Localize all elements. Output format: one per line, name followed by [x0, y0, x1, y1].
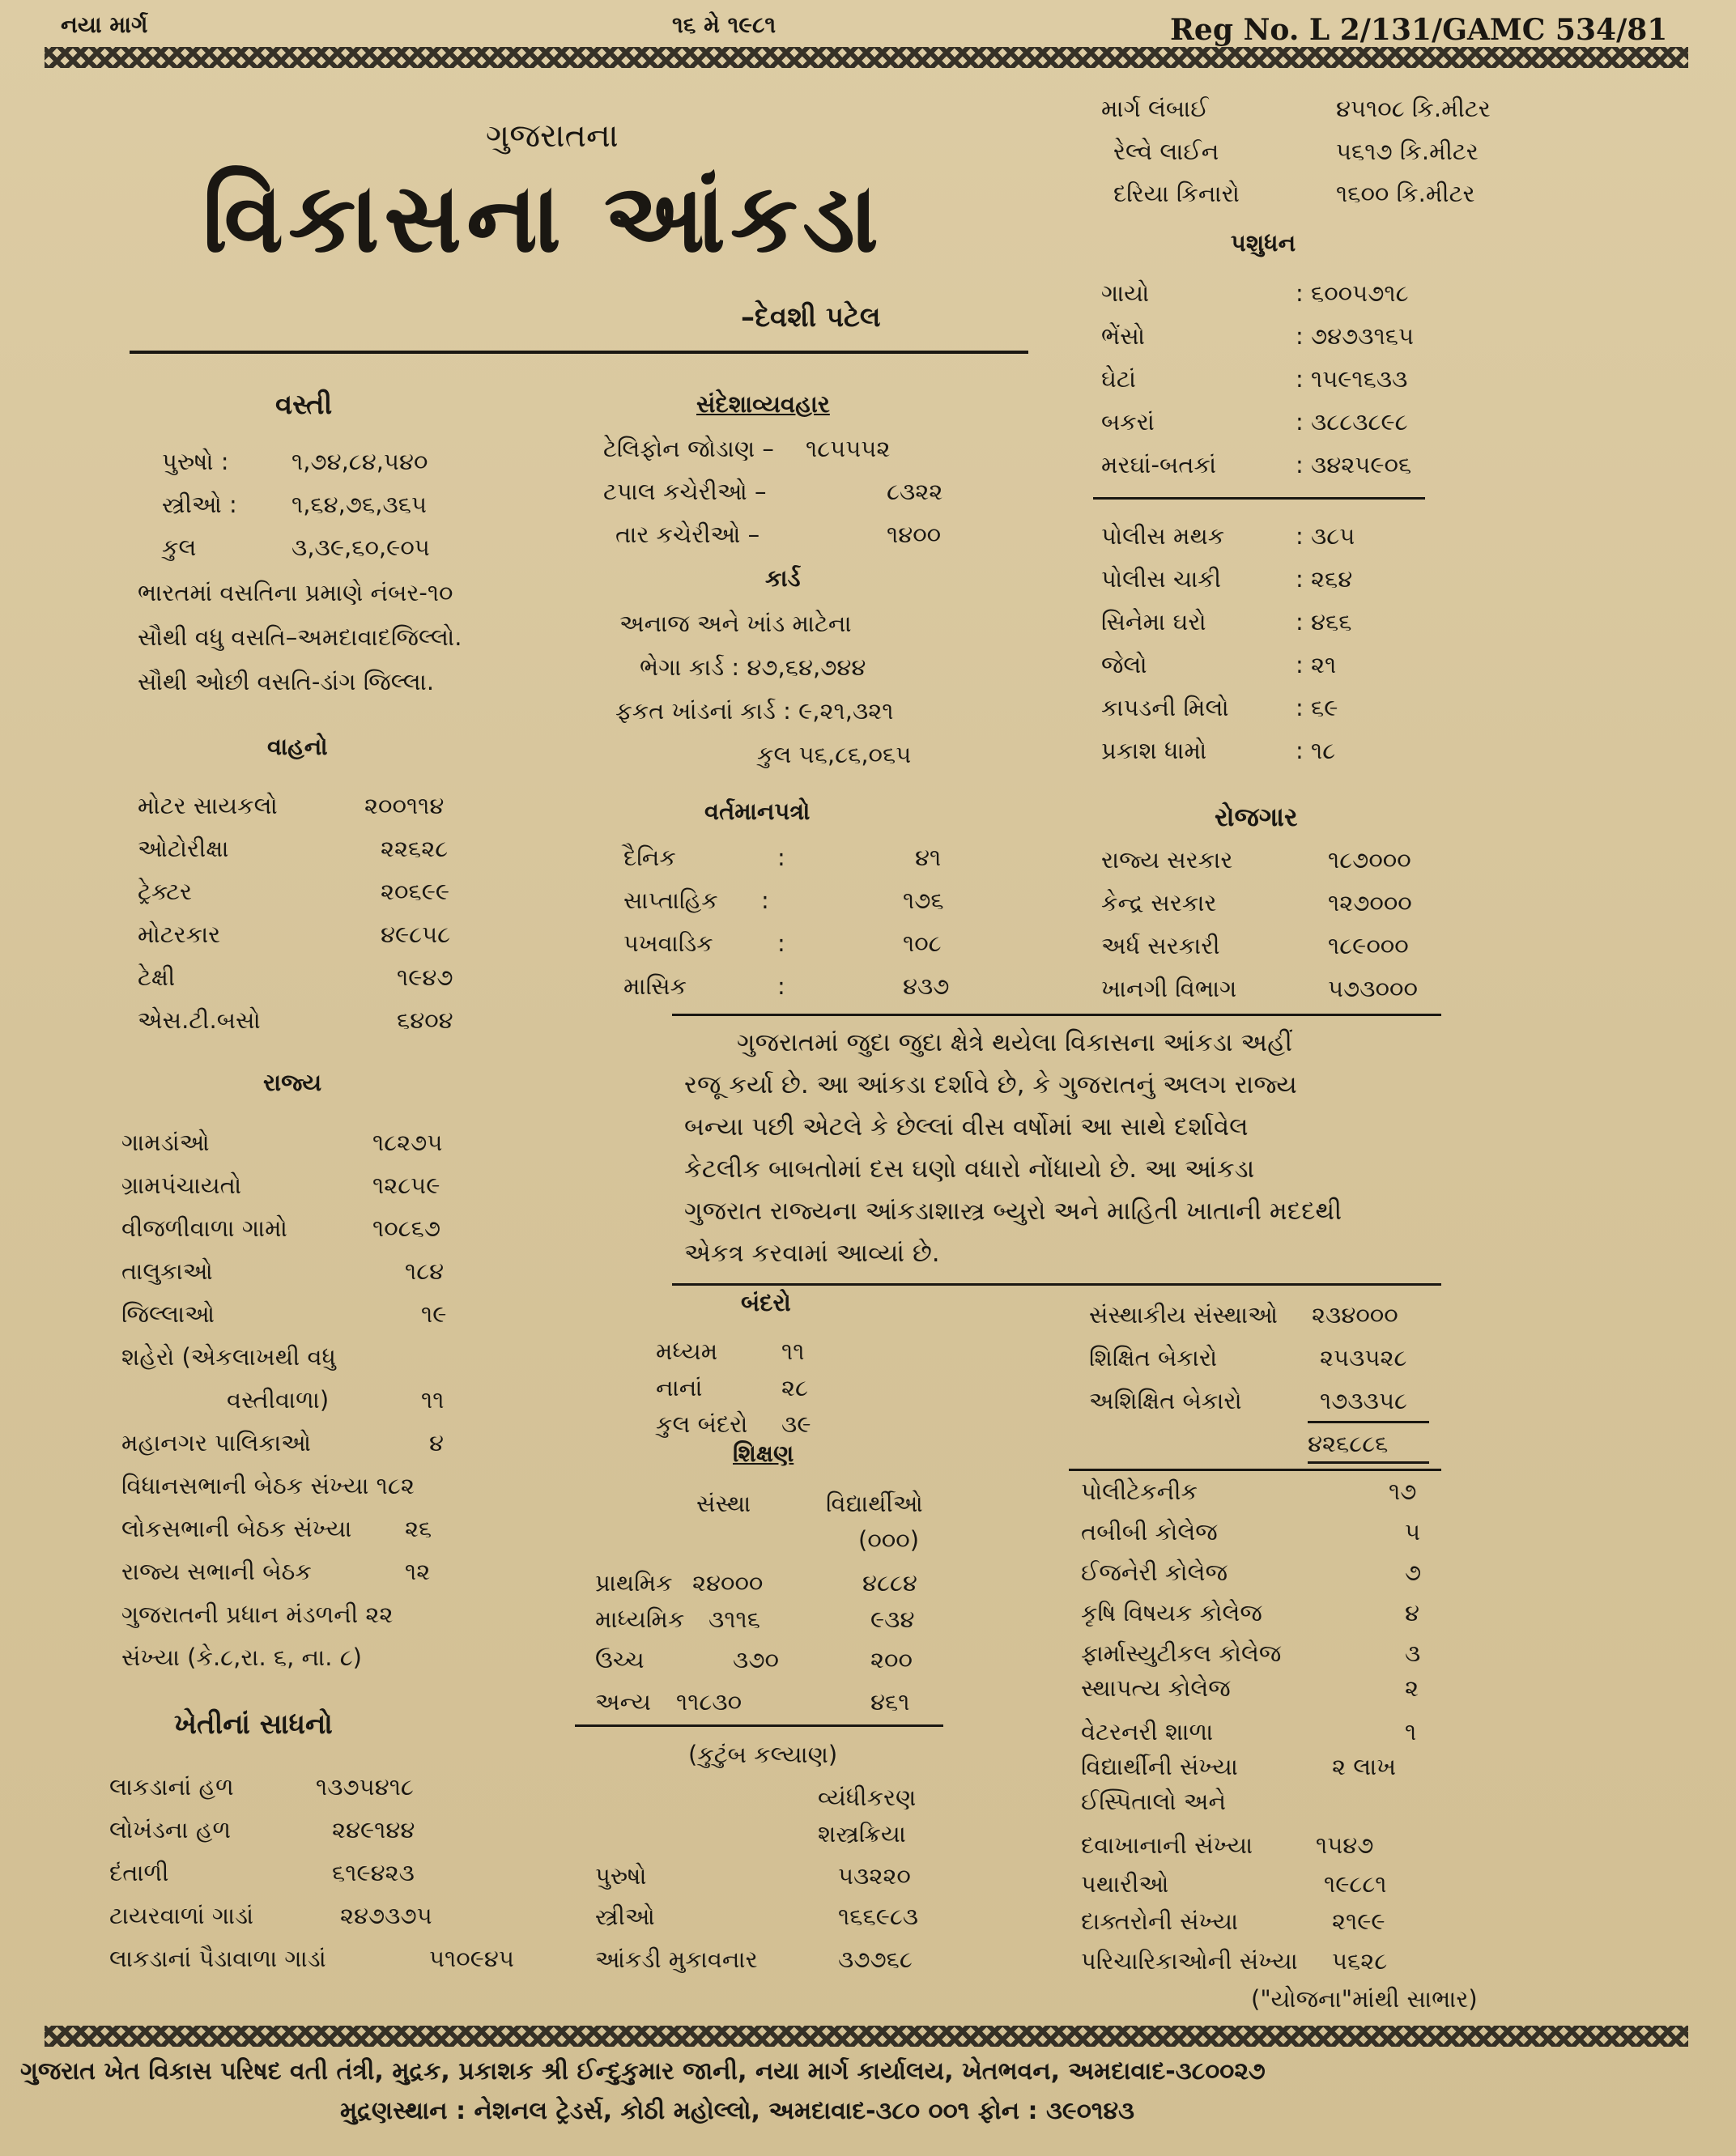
- state-title: રાજ્ય: [263, 1069, 322, 1096]
- intro-bottom-rule: [672, 1283, 1441, 1286]
- vehicles-title: વાહનો: [267, 733, 328, 760]
- cards-title: કાર્ડ: [765, 564, 801, 592]
- population-note: સૌથી ઓછી વસતિ-ડાંગ જિલ્લા.: [138, 668, 435, 695]
- issue-date: ૧૬ મે ૧૯૮૧: [672, 11, 777, 38]
- family-col-sterilization: વ્યંધીકરણ: [818, 1784, 917, 1811]
- intro-line: રજૂ કર્યા છે. આ આંકડા દર્શાવે છે, કે ગુજરાતનું અલગ રાજ્ય: [684, 1070, 1297, 1099]
- source-credit: ("યોજના"માંથી સાભાર): [1251, 1985, 1478, 2013]
- newspaper-page: નયા માર્ગ ૧૬ મે ૧૯૮૧ Reg No. L 2/131/GAMC 534/81 ગુજરાતના વિકાસના આંકડા –દેવશી પટેલ માર્ગ લંબાઈ ૪૫૧૦૮ કિ.મીટર રેલ્વે લાઈન ૫૬૧૭ કિ.મીટર દરિયા કિનારો ૧૬૦૦ કિ.મીટર પશુધન ગાયો : ૬૦૦૫૭૧૮ ભેંસો : ૭૪૭૩૧૬૫ ઘેટાં : ૧૫૯૧૬૩૩ બકરાં : ૩૮૮૩૮૯૮ મરઘાં-બતકાં : ૩૪૨૫૯૦૬ પોલીસ મથક : ૩૮૫ પોલીસ ચાકી : ૨૬૪ સિનેમા ઘરો : ૪૬૬ જેલો : ૨૧ કાપડની મિલો : ૬૯ પ્રકાશ ધામો : ૧૮ વસ્તી પુરુષો : ૧,૭૪,૮૪,૫૪૦ સ્ત્રીઓ : ૧,૬૪,૭૬,૩૬૫ કુલ ૩,૩૯,૬૦,૯૦૫ ભારતમાં વસતિના પ્રમાણે નંબર-૧૦ સૌથી વધુ વસતિ–અમદાવાદજિલ્લો. સૌથી ઓછી વસતિ-ડાંગ જિલ્લા. સંદેશાવ્યવહાર ટેલિફોન જોડાણ – ૧૮૫૫૫૨ ટપાલ કચેરીઓ – ૮૩૨૨ તાર કચેરીઓ – ૧૪૦૦ કાર્ડ અનાજ અને ખાંડ માટેના ભેગા કાર્ડ : ૪૭,૬૪,૭૪૪ ફકત ખાંડનાં કાર્ડ : ૯,૨૧,૩૨૧ કુલ ૫૬,૮૬,૦૬૫ વાહનો મોટર સાયકલો ૨૦૦૧૧૪ ઓટોરીક્ષા ૨૨૬૨૮ ટ્રેક્ટર ૨૦૬૯૯ મોટરકાર ૪૯૮૫૮ ટેક્ષી ૧૯૪૭ એસ.ટી.બસો ૬૪૦૪ વર્તમાનપત્રો દૈનિક : ૪૧ સાપ્તાહિક : ૧૭૬ પખવાડિક : ૧૦૮ માસિક : ૪૩૭ રોજગાર રાજ્ય સરકાર ૧૮૭૦૦૦ કેન્દ્ર સરકાર ૧૨૭૦૦૦ અર્ધ સરકારી ૧૮૯૦૦૦ ખાનગી વિભાગ ૫૭૩૦૦૦ ગુજરાતમાં જુદા જુદા ક્ષેત્રે થયેલા વિકાસના આંકડા અહીં રજૂ કર્યા છે. આ આંકડા દર્શાવે છે, કે ગુજરાતનું અલગ રાજ્ય બન્યા પછી એટલે કે છેલ્લાં વીસ વર્ષોમાં આ સાથે દર્શાવેલ કેટલીક બાબતોમાં દસ ઘણો વધારો નોંધાયો છે. આ આંકડા ગુજરાત રાજ્યના આંકડાશાસ્ત્ર બ્યુરો અને માહિતી ખાતાની મદદથી એકત્ર કરવામાં આવ્યાં છે. રાજ્ય ગામડાંઓ ૧૮૨૭૫ ગ્રામપંચાયતો ૧૨૮૫૯ વીજળીવાળા ગામો ૧૦૮૬૭ તાલુકાઓ ૧૮૪ જિલ્લાઓ ૧૯ શહેરો (એકલાખથી વધુ વસ્તીવાળા) ૧૧ મહાનગર પાલિકાઓ ૪ વિધાનસભાની બેઠક સંખ્યા ૧૮૨ લોકસભાની બેઠક સંખ્યા ૨૬ રાજ્ય સભાની બેઠક ૧૨ ગુજરાતની પ્રધાન મંડળની ૨૨ સંખ્યા (કે.૮,રા. ૬, ના. ૮) બંદરો મધ્યમ ૧૧ નાનાં ૨૮ કુલ બંદરો ૩૯ સંસ્થાકીય સંસ્થાઓ ૨૩૪૦૦૦ શિક્ષિત બેકારો ૨૫૩૫૨૮ અશિક્ષિત બેકારો ૧૭૩૩૫૮ ૪૨૬૮૮૬ શિક્ષણ સંસ્થા વિદ્યાર્થીઓ (૦૦૦) પ્રાથમિક ૨૪૦૦૦ ૪૮૮૪ માધ્યમિક ૩૧૧૬ ૯૩૪ ઉચ્ચ ૩૭૦ ૨૦૦ અન્ય ૧૧૮૩૦ ૪૬૧ પોલીટેકનીક ૧૭ તબીબી કોલેજ ૫ ઈજનેરી કોલેજ ૭ કૃષિ વિષયક કોલેજ ૪ ફાર્માસ્યુટીકલ કોલેજ ૩ સ્થાપત્ય કોલેજ ૨ વેટરનરી શાળા ૧ વિદ્યાર્થીની સંખ્યા ૨ લાખ ખેતીનાં સાધનો લાકડાનાં હળ ૧૩૭૫૪૧૮ લોખંડના હળ ૨૪૯૧૪૪ દંતાળી ૬૧૯૪૨૩ ટાયરવાળાં ગાડાં ૨૪૭૩૭૫ લાકડાનાં પૈડાવાળા ગાડાં ૫૧૦૯૪૫ (કુટુંબ કલ્યાણ) વ્યંધીકરણ શસ્ત્રક્રિયા પુરુષો ૫૩૨૨૦ સ્ત્રીઓ ૧૬૬૯૮૩ આંકડી મુકાવનાર ૩૭૭૬૮ ઈસ્પિતાલો અને દવાખાનાની સંખ્યા ૧૫૪૭ પથારીઓ ૧૯૮૮૧ દાક્તરોની સંખ્યા ૨૧૯૯ પરિચારિકાઓની સંખ્યા ૫૬૨૮ ("યોજના"માંથી સાભાર) ગુજરાત ખેત વિકાસ પરિષદ વતી તંત્રી, મુદ્રક, પ્રકાશક શ્રી ઈન્દુકુમાર જાની, નયા માર્ગ કાર્યાલય, ખેતભવન, અમદાવાદ-૩૮૦૦૨૭ મુદ્રણસ્થાન : નેશનલ ટ્રેડર્સ, કોઠી મહોલ્લો, અમદાવાદ-૩૮૦ ૦૦૧ ફોન : ૩૯૦૧૪૩: [0, 0, 1736, 2156]
- education-title: શિક્ષણ: [733, 1439, 794, 1467]
- list-item: અનાજ અને ખાંડ માટેના: [619, 610, 852, 637]
- sum-rule: [1308, 1461, 1429, 1464]
- intro-line: બન્યા પછી એટલે કે છેલ્લાં વીસ વર્ષોમાં આ સાથે દર્શાવેલ: [684, 1112, 1249, 1142]
- footer-publisher: ગુજરાત ખેત વિકાસ પરિષદ વતી તંત્રી, મુદ્રક, પ્રકાશક શ્રી ઈન્દુકુમાર જાની, નયા માર્ગ કાર્યાલય, ખેતભવન, અમદાવાદ-૩૮૦૦૨૭: [20, 2057, 1266, 2086]
- top-decorative-border: [45, 47, 1688, 68]
- population-note: સૌથી વધુ વસતિ–અમદાવાદજિલ્લો.: [138, 623, 462, 651]
- intro-line: એકત્ર કરવામાં આવ્યાં છે.: [684, 1239, 940, 1268]
- population-title: વસ્તી: [275, 389, 333, 421]
- list-item: કુલ ૫૬,૮૬,૦૬૫: [757, 741, 912, 768]
- newspapers-title: વર્તમાનપત્રો: [704, 797, 811, 825]
- divider: [1093, 497, 1425, 500]
- communication-title: સંદેશાવ્યવહાર: [696, 390, 830, 418]
- list-item: ફકત ખાંડનાં કાર્ડ : ૯,૨૧,૩૨૧: [615, 697, 894, 725]
- list-item: ભેગા કાર્ડ : ૪૭,૬૪,૭૪૪: [640, 653, 866, 681]
- education-col-institutions: સંસ્થા: [696, 1490, 751, 1517]
- education-col-students: વિદ્યાર્થીઓ: [826, 1490, 923, 1517]
- registration-number: Reg No. L 2/131/GAMC 534/81: [1170, 13, 1668, 47]
- divider: [575, 1724, 943, 1727]
- population-note: ભારતમાં વસતિના પ્રમાણે નંબર-૧૦: [138, 579, 453, 606]
- family-title: (કુટુંબ કલ્યાણ): [688, 1741, 838, 1768]
- footer-printer: મુદ્રણસ્થાન : નેશનલ ટ્રેડર્સ, કોઠી મહોલ્લો, અમદાવાદ-૩૮૦ ૦૦૧ ફોન : ૩૯૦૧૪૩: [340, 2097, 1135, 2125]
- family-col-operation: શસ્ત્રક્રિયા: [818, 1820, 906, 1848]
- ports-title: બંદરો: [741, 1289, 791, 1316]
- intro-line: ગુજરાત રાજ્યના આંકડાશાસ્ત્ર બ્યુરો અને માહિતી ખાતાની મદદથી: [684, 1197, 1342, 1226]
- bottom-decorative-border: [45, 2026, 1688, 2047]
- livestock-title: પશુધન: [1231, 229, 1296, 257]
- intro-top-rule: [672, 1014, 1441, 1016]
- main-title: વિકાસના આંકડા: [202, 162, 883, 274]
- employment-title: રોજગાર: [1215, 802, 1298, 832]
- masthead-name: નયા માર્ગ: [61, 11, 148, 38]
- intro-line: કેટલીક બાબતોમાં દસ ઘણો વધારો નોંધાયો છે. આ આંકડા: [684, 1155, 1255, 1184]
- agri-title: ખેતીનાં સાધનો: [174, 1708, 333, 1741]
- title-rule: [130, 351, 1028, 354]
- sum-rule: [1308, 1421, 1429, 1423]
- education-col-unit: (૦૦૦): [858, 1526, 920, 1554]
- title-pre: ગુજરાતના: [486, 117, 619, 155]
- unemployment-total: ૪૨૬૮૮૬: [1308, 1430, 1389, 1457]
- divider: [1069, 1469, 1441, 1471]
- intro-line: ગુજરાતમાં જુદા જુદા ક્ષેત્રે થયેલા વિકાસના આંકડા અહીં: [737, 1028, 1292, 1057]
- byline: –દેવશી પટેલ: [741, 301, 881, 334]
